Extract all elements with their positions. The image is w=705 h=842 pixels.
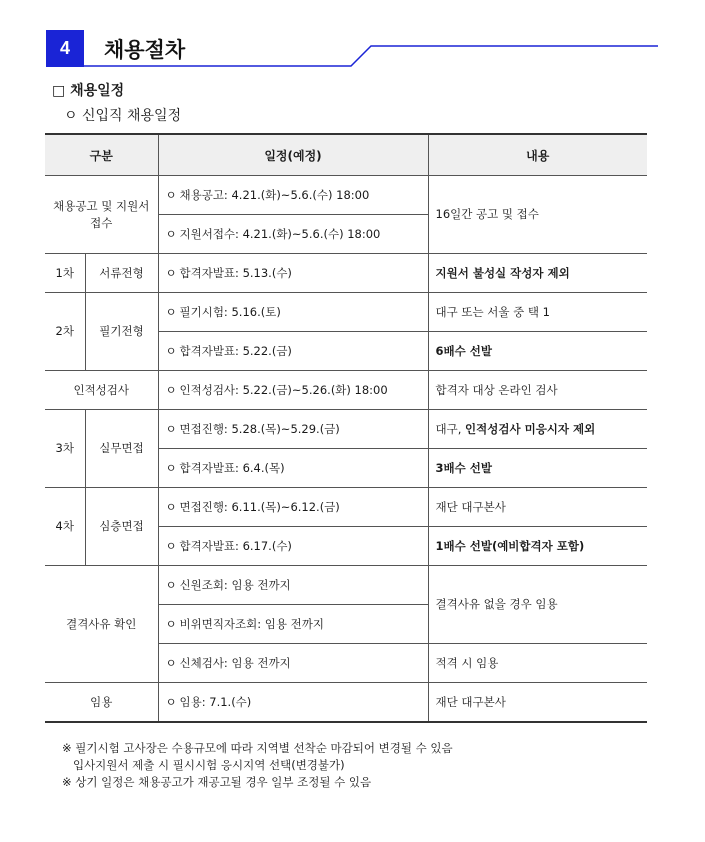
table-row <box>45 488 647 527</box>
footnote: ※ 필기시험 고사장은 수용규모에 따라 지역별 선착순 마감되어 변경될 수 있음 <box>62 741 453 755</box>
row-content: 6배수 선발 <box>428 332 647 371</box>
footnotes <box>62 740 453 791</box>
row-schedule: ㅇ 비위면직자조회: 임용 전까지 <box>158 605 428 644</box>
row-stage: 필기전형 <box>85 293 158 371</box>
row-schedule: ㅇ 합격자발표: 6.4.(목) <box>158 449 428 488</box>
row-stage: 서류전형 <box>85 254 158 293</box>
row-content: 지원서 불성실 작성자 제외 <box>428 254 647 293</box>
row-content: 재단 대구본사 <box>428 488 647 527</box>
row-step: 4차 <box>45 488 85 566</box>
row-category: 임용 <box>45 683 158 723</box>
row-schedule: ㅇ 면접진행: 6.11.(목)~6.12.(금) <box>158 488 428 527</box>
row-schedule: ㅇ 인적성검사: 5.22.(금)~5.26.(화) 18:00 <box>158 371 428 410</box>
row-schedule: ㅇ 지원서접수: 4.21.(화)~5.6.(수) 18:00 <box>158 215 428 254</box>
row-schedule: ㅇ 면접진행: 5.28.(목)~5.29.(금) <box>158 410 428 449</box>
table-row <box>45 371 647 410</box>
row-schedule: ㅇ 신체검사: 임용 전까지 <box>158 644 428 683</box>
table-row <box>45 410 647 449</box>
footnote: 입사지원서 제출 시 필시시험 응시지역 선택(변경불가) <box>62 758 345 772</box>
header-schedule: 일정(예정) <box>158 134 428 176</box>
schedule-table <box>45 133 647 723</box>
row-schedule: ㅇ 임용: 7.1.(수) <box>158 683 428 723</box>
row-content: 대구 또는 서울 중 택 1 <box>428 293 647 332</box>
row-schedule: ㅇ 신원조회: 임용 전까지 <box>158 566 428 605</box>
table-row <box>45 566 647 605</box>
table-row <box>45 293 647 332</box>
row-step: 1차 <box>45 254 85 293</box>
row-content: 3배수 선발 <box>428 449 647 488</box>
row-content: 1배수 선발(예비합격자 포함) <box>428 527 647 566</box>
row-stage: 실무면접 <box>85 410 158 488</box>
row-schedule: ㅇ 합격자발표: 5.22.(금) <box>158 332 428 371</box>
row-schedule: ㅇ 합격자발표: 6.17.(수) <box>158 527 428 566</box>
row-content: 합격자 대상 온라인 검사 <box>428 371 647 410</box>
section-header <box>46 30 658 70</box>
row-step: 2차 <box>45 293 85 371</box>
table-header-row <box>45 134 647 176</box>
row-schedule: ㅇ 합격자발표: 5.13.(수) <box>158 254 428 293</box>
row-category: 인적성검사 <box>45 371 158 410</box>
section-title: 채용절차 <box>104 38 186 62</box>
table-row <box>45 683 647 723</box>
subheading: □ 채용일정 <box>52 83 125 99</box>
row-content: 대구, 인적성검사 미응시자 제외 <box>428 410 647 449</box>
row-stage: 심층면접 <box>85 488 158 566</box>
footnote: ※ 상기 일정은 채용공고가 재공고될 경우 일부 조정될 수 있음 <box>62 775 372 789</box>
row-category: 결격사유 확인 <box>45 566 158 683</box>
row-content: 적격 시 임용 <box>428 644 647 683</box>
row-step: 3차 <box>45 410 85 488</box>
row-content: 16일간 공고 및 접수 <box>428 176 647 254</box>
row-content: 결격사유 없을 경우 임용 <box>428 566 647 644</box>
row-content: 재단 대구본사 <box>428 683 647 723</box>
row-schedule: ㅇ 필기시험: 5.16.(토) <box>158 293 428 332</box>
header-category: 구분 <box>45 134 158 176</box>
table-row <box>45 254 647 293</box>
header-content: 내용 <box>428 134 647 176</box>
row-schedule: ㅇ 채용공고: 4.21.(화)~5.6.(수) 18:00 <box>158 176 428 215</box>
row-category: 채용공고 및 지원서 접수 <box>45 176 158 254</box>
table-row <box>45 176 647 215</box>
subheading-newhire: ㅇ 신입직 채용일정 <box>64 108 182 124</box>
section-number: 4 <box>46 30 84 67</box>
